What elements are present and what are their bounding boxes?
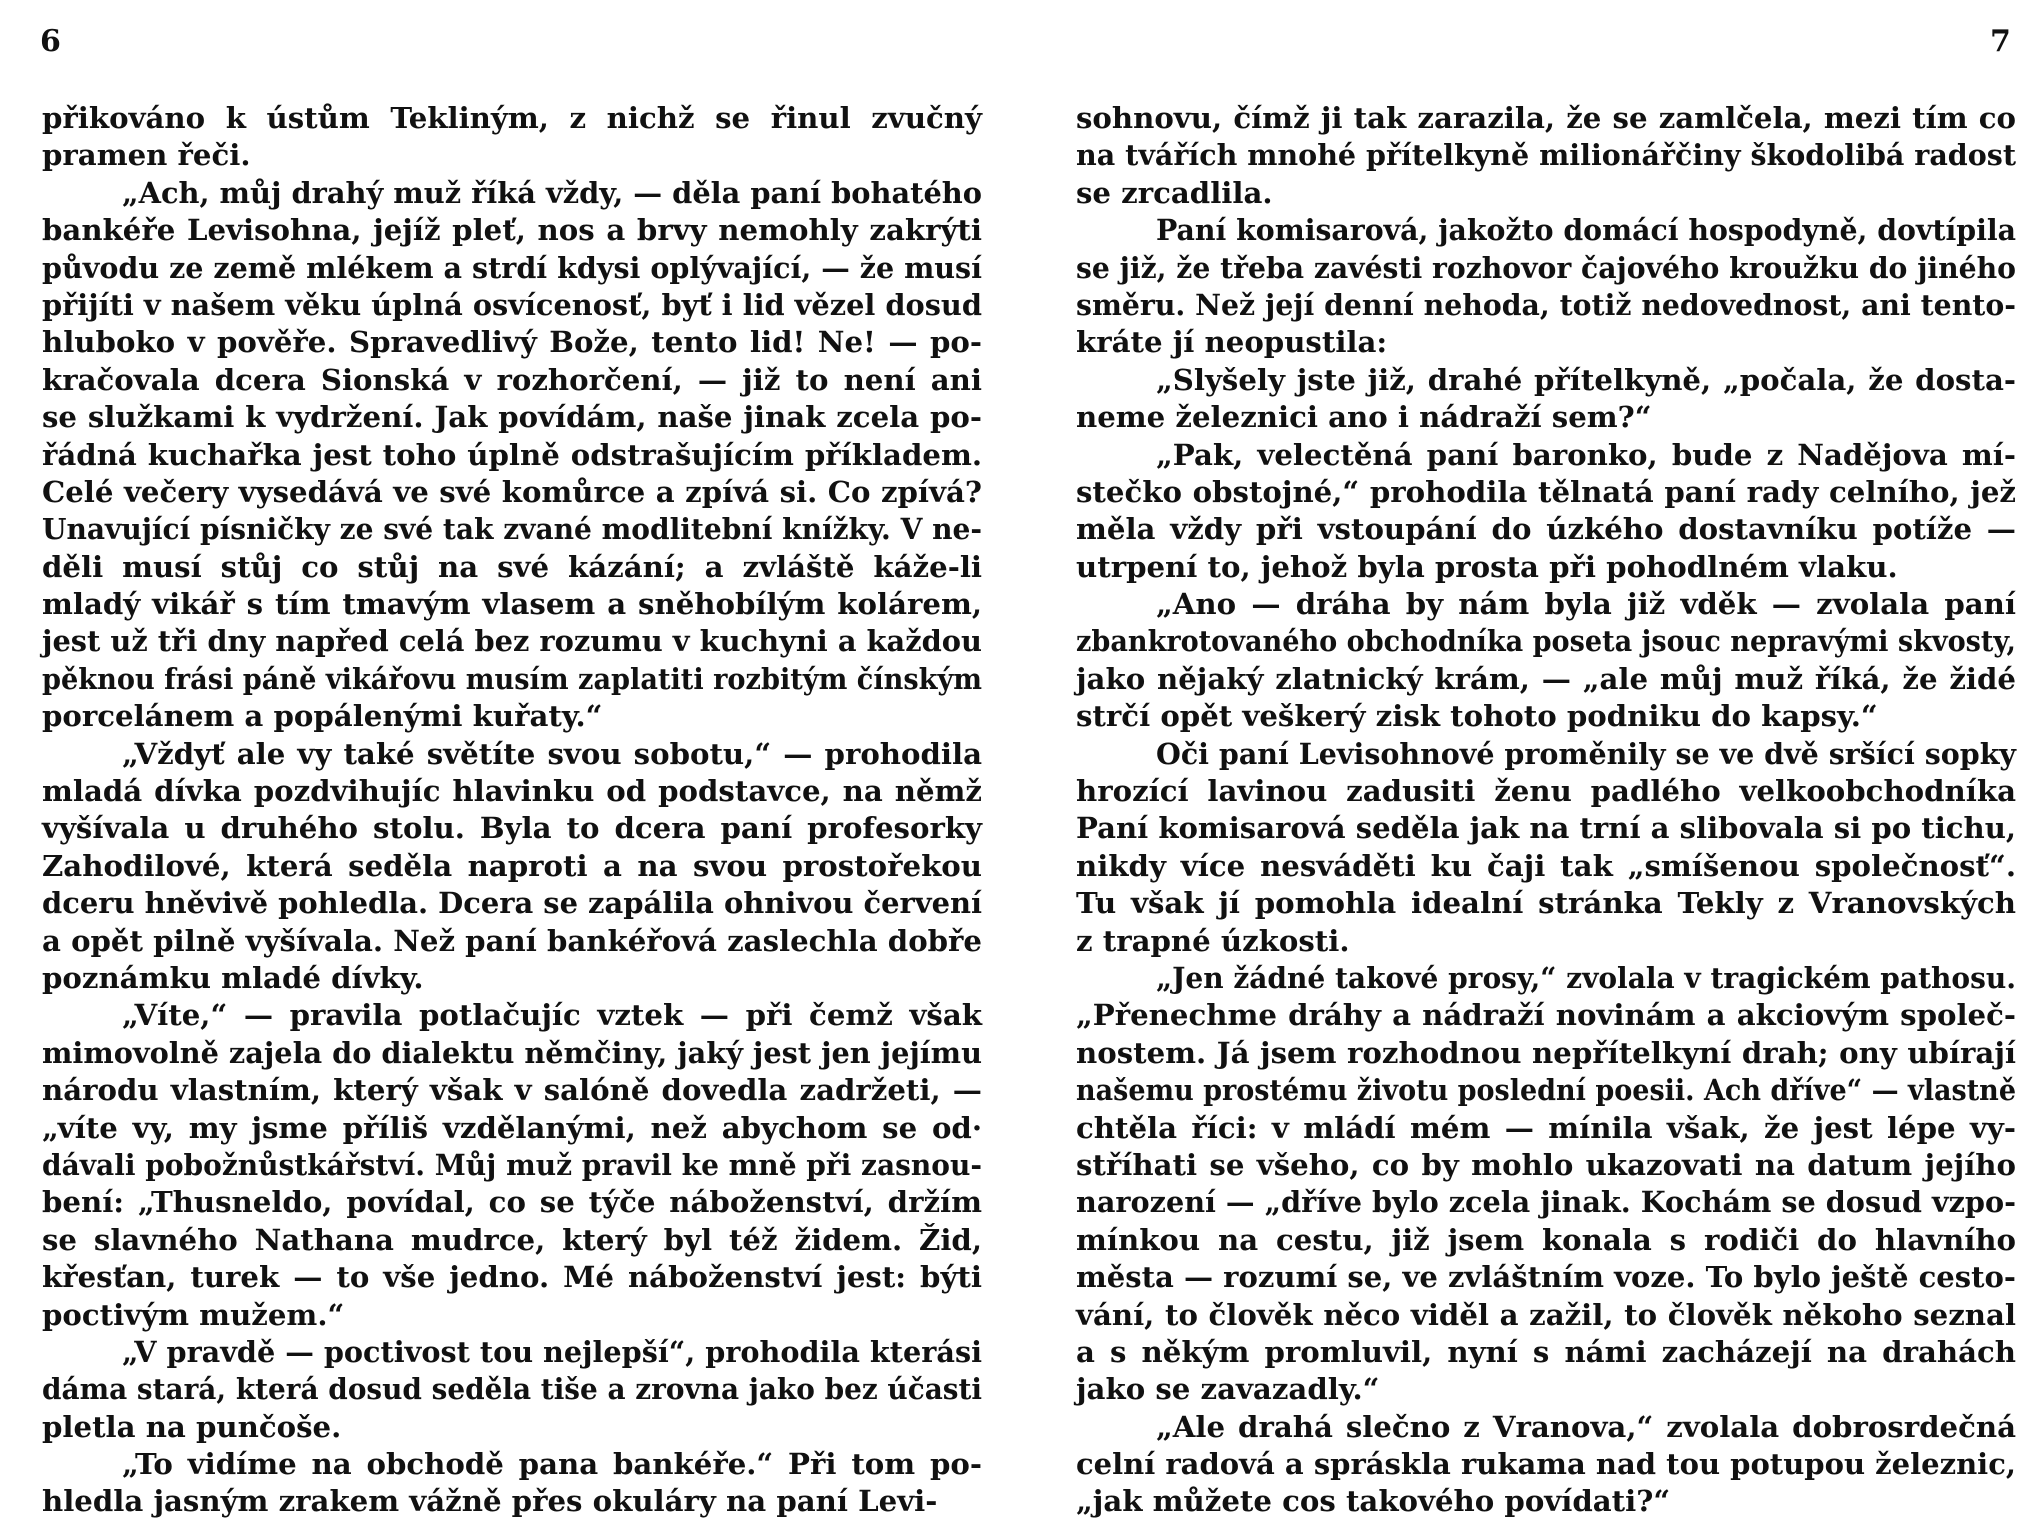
text-line: „Slyšely jste již, drahé přítelkyně, „počala, že dosta- (1156, 362, 2016, 397)
text-line: strčí opět veškerý zisk tohoto podniku do kapsy.“ (1076, 699, 1878, 734)
text-line: kráte jí neopustila: (1076, 325, 1388, 360)
text-line: „Pak, velectěná paní baronko, bude z Nadějova mí- (1156, 437, 2016, 472)
text-line: Zahodilové, která seděla naproti a na svou prostořekou (42, 848, 982, 883)
text-line: porcelánem a popálenými kuřaty.“ (42, 699, 603, 734)
text-line: jako nějaký zlatnický krám, — „ale můj muž říká, že židé (1076, 661, 2016, 696)
text-line: pletla na punčoše. (42, 1409, 342, 1444)
text-line: Paní komisarová seděla jak na trní a slibovala si po tichu, (1076, 811, 2016, 846)
text-line: hluboko v pověře. Spravedlivý Bože, tento lid! Ne! — po- (42, 325, 982, 360)
text-line: „V pravdě — poctivost tou nejlepší“, prohodila kterási (122, 1334, 982, 1369)
text-line: „Přenechme dráhy a nádraží novinám a akciovým společ- (1076, 998, 2016, 1033)
text-line: zbankrotovaného obchodníka poseta jsouc nepravými skvosty, (1076, 624, 2016, 659)
text-line: města — rozumí se, ve zvláštním voze. To bylo ještě cesto- (1076, 1260, 2016, 1295)
text-line: „Víte,“ — pravila potlačujíc vztek — při čemž však (122, 998, 982, 1033)
text-line: stříhati se všeho, co by mohlo ukazovati na datum jejího (1076, 1147, 2016, 1182)
text-line: přijíti v našem věku úplná osvícenosť, byť i lid vězel dosud (42, 287, 982, 322)
text-line: jest už tři dny napřed celá bez rozumu v kuchyni a každou (42, 624, 982, 659)
text-line: „víte vy, my jsme příliš vzdělanými, než abychom se od· (42, 1110, 982, 1145)
text-line: na tvářích mnohé přítelkyně milionářčiny škodolibá radost (1076, 138, 2016, 173)
text-line: kračovala dcera Sionská v rozhorčení, — již to není ani (42, 362, 982, 397)
text-line: utrpení to, jehož byla prosta při pohodlném vlaku. (1076, 549, 1898, 584)
text-line: a s někým promluvil, nyní s námi zacházejí na drahách (1076, 1334, 2016, 1369)
text-line: mladá dívka pozdvihujíc hlavinku od podstavce, na němž (42, 774, 982, 809)
text-line: našemu prostému životu poslední poesii. Ach dříve“ — vlastně (1076, 1073, 2016, 1108)
text-line: chtěla říci: v mládí mém — mínila však, že jest lépe vy- (1076, 1110, 2016, 1145)
text-line: „Ano — dráha by nám byla již vděk — zvolala paní (1156, 587, 2016, 622)
text-line: nikdy více nesváděti ku čaji tak „smíšenou společnosť“. (1076, 848, 2016, 883)
text-line: „To vidíme na obchodě pana bankéře.“ Při tom po- (122, 1447, 982, 1482)
text-line: děli musí stůj co stůj na své kázání; a zvláště káže-li (42, 549, 982, 584)
text-line: přikováno k ústům Tekliným, z nichž se řinul zvučný (42, 101, 982, 135)
text-line: mimovolně zajela do dialektu němčiny, jaký jest jen jejímu (42, 1035, 982, 1070)
text-line: hrozící lavinou zadusiti ženu padlého velkoobchodníka (1076, 774, 2016, 809)
text-line: Celé večery vysedává ve své komůrce a zpívá si. Co zpívá? (42, 474, 982, 509)
text-line: mladý vikář s tím tmavým vlasem a sněhobílým kolárem, (42, 587, 982, 622)
text-line: bení: „Thusneldo, povídal, co se týče náboženství, držím (42, 1185, 982, 1220)
text-line: poctivým mužem.“ (42, 1297, 345, 1332)
text-line: mínkou na cestu, již jsem konala s rodiči do hlavního (1076, 1222, 2016, 1257)
text-line: směru. Než její denní nehoda, totiž nedovednost, ani tento- (1076, 287, 2016, 322)
text-line: „Vždyť ale vy také světíte svou sobotu,“ — prohodila (122, 736, 982, 771)
text-line: Tu však jí pomohla idealní stránka Tekly z Vranovských (1076, 886, 2016, 921)
page-number-left: 6 (40, 24, 61, 59)
text-line: bankéře Levisohna, jejíž pleť, nos a brvy nemohly zakrýti (42, 213, 982, 248)
text-line: se slavného Nathana mudrce, který byl též židem. Žid, (42, 1222, 982, 1257)
text-line: se již, že třeba zavésti rozhovor čajového kroužku do jiného (1076, 250, 2016, 285)
text-line: stečko obstojné,“ prohodila tělnatá paní rady celního, jež (1076, 474, 2016, 509)
text-line: nostem. Já jsem rozhodnou nepřítelkyní drah; ony ubírají (1076, 1035, 2016, 1070)
text-line: hledla jasným zrakem vážně přes okuláry na paní Levi- (42, 1484, 938, 1519)
text-line: Paní komisarová, jakožto domácí hospodyně, dovtípila (1156, 213, 2016, 248)
text-line: pěknou frási páně vikářovu musím zaplatiti rozbitým čínským (42, 661, 982, 696)
text-line: národu vlastním, který však v salóně dovedla zadržeti, — (42, 1073, 982, 1108)
text-line: „Ale drahá slečno z Vranova,“ zvolala dobrosrdečná (1156, 1409, 2016, 1444)
text-line: Oči paní Levisohnové proměnily se ve dvě sršící sopky (1156, 736, 2016, 771)
text-line: dceru hněvivě pohledla. Dcera se zapálila ohnivou červení (42, 886, 982, 921)
text-line: jako se zavazadly.“ (1076, 1372, 1380, 1407)
text-line: křesťan, turek — to vše jedno. Mé náboženství jest: býti (42, 1260, 982, 1295)
text-line: neme železnici ano i nádraží sem?“ (1076, 400, 1652, 435)
text-line: dáma stará, která dosud seděla tiše a zrovna jako bez účasti (42, 1372, 982, 1407)
text-line: původu ze země mlékem a strdí kdysi oplývající, — že musí (42, 250, 982, 285)
text-line: celní radová a spráskla rukama nad tou potupou železnic, (1076, 1447, 2016, 1482)
text-line: „Jen žádné takové prosy,“ zvolala v tragickém pathosu. (1156, 960, 2016, 995)
text-line: a opět pilně vyšívala. Než paní bankéřová zaslechla dobře (42, 923, 982, 958)
text-line: Unavující písničky ze své tak zvané modlitební knížky. V ne- (42, 512, 982, 547)
text-line: narození — „dříve bylo zcela jinak. Kochám se dosud vzpo- (1076, 1185, 2016, 1220)
text-line: z trapné úzkosti. (1076, 923, 1350, 958)
text-line: „jak můžete cos takového povídati?“ (1076, 1484, 1671, 1519)
text-line: poznámku mladé dívky. (42, 960, 424, 995)
page-number-right: 7 (1990, 24, 2011, 59)
text-line: měla vždy při vstoupání do úzkého dostavníku potíže — (1076, 512, 2016, 547)
text-line: řádná kuchařka jest toho úplně odstrašujícím příkladem. (42, 437, 982, 472)
text-line: „Ach, můj drahý muž říká vždy, — děla paní bohatého (122, 175, 982, 210)
text-line: se zrcadlila. (1076, 175, 1273, 210)
text-line: sohnovu, čímž ji tak zarazila, že se zamlčela, mezi tím co (1076, 101, 2016, 135)
right-page-text (1076, 100, 2016, 1521)
text-line: dávali pobožnůstkářství. Můj muž pravil ke mně při zasnou- (42, 1147, 982, 1182)
left-page-text (42, 100, 982, 1521)
text-line: vání, to člověk něco viděl a zažil, to člověk někoho seznal (1076, 1297, 2016, 1332)
text-line: vyšívala u druhého stolu. Byla to dcera paní profesorky (42, 811, 982, 846)
text-line: pramen řeči. (42, 138, 251, 173)
text-line: se služkami k vydržení. Jak povídám, naše jinak zcela po- (42, 400, 982, 435)
